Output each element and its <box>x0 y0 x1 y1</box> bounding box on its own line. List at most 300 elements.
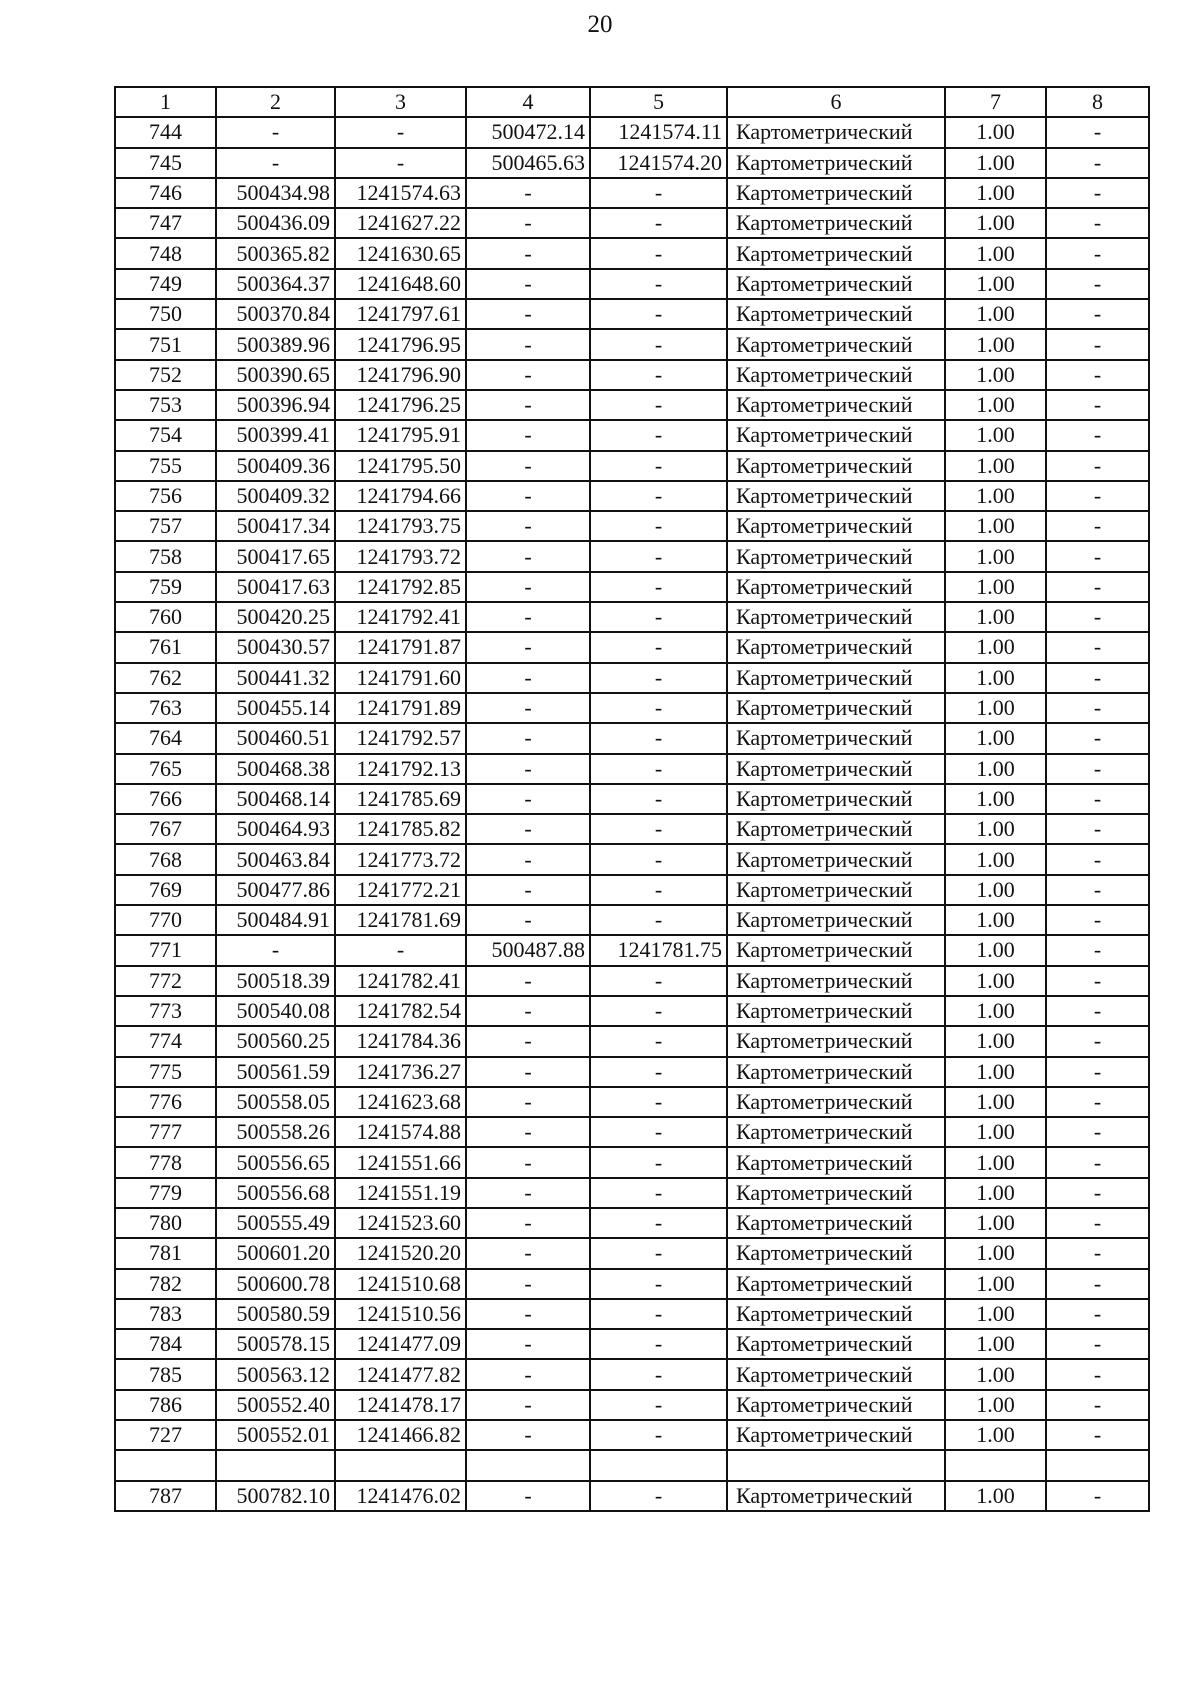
method-cell: Картометрический <box>727 723 945 753</box>
method-cell: Картометрический <box>727 875 945 905</box>
accuracy-cell: 1.00 <box>945 1208 1046 1238</box>
x-new-cell <box>466 1450 590 1480</box>
y-new-cell: - <box>590 1269 727 1299</box>
y-coord-cell: 1241796.90 <box>335 360 466 390</box>
point-number-cell: 759 <box>115 572 216 602</box>
accuracy-cell: 1.00 <box>945 572 1046 602</box>
accuracy-cell: 1.00 <box>945 299 1046 329</box>
accuracy-cell: 1.00 <box>945 723 1046 753</box>
description-cell: - <box>1046 1390 1149 1420</box>
table-row <box>115 814 1149 844</box>
description-cell: - <box>1046 1087 1149 1117</box>
x-coord-cell: 500417.34 <box>216 511 335 541</box>
y-new-cell: - <box>590 814 727 844</box>
x-coord-cell: 500556.68 <box>216 1178 335 1208</box>
point-number-cell: 747 <box>115 208 216 238</box>
x-coord-cell: - <box>216 117 335 147</box>
y-coord-cell: 1241477.09 <box>335 1329 466 1359</box>
description-cell: - <box>1046 602 1149 632</box>
y-coord-cell: 1241648.60 <box>335 269 466 299</box>
accuracy-cell: 1.00 <box>945 875 1046 905</box>
x-new-cell: - <box>466 632 590 662</box>
accuracy-cell: 1.00 <box>945 754 1046 784</box>
y-coord-cell: 1241785.82 <box>335 814 466 844</box>
y-new-cell: - <box>590 451 727 481</box>
point-number-cell: 762 <box>115 663 216 693</box>
table-row <box>115 269 1149 299</box>
description-cell: - <box>1046 299 1149 329</box>
method-cell: Картометрический <box>727 602 945 632</box>
y-coord-cell: 1241773.72 <box>335 844 466 874</box>
point-number-cell: 769 <box>115 875 216 905</box>
y-coord-cell: 1241793.75 <box>335 511 466 541</box>
accuracy-cell: 1.00 <box>945 1299 1046 1329</box>
table-row <box>115 1329 1149 1359</box>
y-coord-cell: 1241794.66 <box>335 481 466 511</box>
x-new-cell: - <box>466 1481 590 1511</box>
y-new-cell: 1241574.11 <box>590 117 727 147</box>
accuracy-cell: 1.00 <box>945 269 1046 299</box>
x-coord-cell: 500409.36 <box>216 451 335 481</box>
y-coord-cell: 1241797.61 <box>335 299 466 329</box>
column-header-7: 7 <box>945 87 1046 117</box>
x-new-cell: - <box>466 420 590 450</box>
column-header-2: 2 <box>216 87 335 117</box>
method-cell: Картометрический <box>727 632 945 662</box>
description-cell: - <box>1046 117 1149 147</box>
x-coord-cell: 500782.10 <box>216 1481 335 1511</box>
method-cell: Картометрический <box>727 754 945 784</box>
table-row <box>115 844 1149 874</box>
method-cell: Картометрический <box>727 541 945 571</box>
point-number-cell: 778 <box>115 1147 216 1177</box>
description-cell: - <box>1046 572 1149 602</box>
table-row <box>115 1087 1149 1117</box>
description-cell: - <box>1046 754 1149 784</box>
point-number-cell: 776 <box>115 1087 216 1117</box>
x-coord-cell: 500518.39 <box>216 966 335 996</box>
point-number-cell: 784 <box>115 1329 216 1359</box>
description-cell: - <box>1046 1269 1149 1299</box>
point-number-cell: 782 <box>115 1269 216 1299</box>
x-coord-cell: 500484.91 <box>216 905 335 935</box>
description-cell: - <box>1046 844 1149 874</box>
y-new-cell: 1241574.20 <box>590 148 727 178</box>
y-coord-cell: 1241795.91 <box>335 420 466 450</box>
column-header-4: 4 <box>466 87 590 117</box>
y-new-cell: - <box>590 238 727 268</box>
accuracy-cell: 1.00 <box>945 360 1046 390</box>
method-cell: Картометрический <box>727 966 945 996</box>
description-cell: - <box>1046 148 1149 178</box>
description-cell: - <box>1046 1329 1149 1359</box>
table-header-row <box>115 87 1149 117</box>
table-row <box>115 390 1149 420</box>
point-number-cell: 727 <box>115 1420 216 1450</box>
coordinates-table <box>114 86 1150 1512</box>
description-cell: - <box>1046 905 1149 935</box>
x-coord-cell: 500580.59 <box>216 1299 335 1329</box>
y-coord-cell: 1241551.66 <box>335 1147 466 1177</box>
accuracy-cell: 1.00 <box>945 966 1046 996</box>
column-header-6: 6 <box>727 87 945 117</box>
method-cell: Картометрический <box>727 1359 945 1389</box>
method-cell: Картометрический <box>727 1329 945 1359</box>
x-new-cell: - <box>466 784 590 814</box>
table-row <box>115 1420 1149 1450</box>
description-cell: - <box>1046 1359 1149 1389</box>
page-number: 20 <box>587 11 613 38</box>
y-coord-cell <box>335 1450 466 1480</box>
accuracy-cell: 1.00 <box>945 148 1046 178</box>
table-body <box>115 117 1149 1511</box>
x-new-cell: - <box>466 754 590 784</box>
method-cell: Картометрический <box>727 996 945 1026</box>
point-number-cell: 757 <box>115 511 216 541</box>
x-new-cell: - <box>466 1420 590 1450</box>
point-number-cell: 756 <box>115 481 216 511</box>
point-number-cell: 744 <box>115 117 216 147</box>
y-coord-cell: 1241791.89 <box>335 693 466 723</box>
method-cell: Картометрический <box>727 935 945 965</box>
x-new-cell: 500465.63 <box>466 148 590 178</box>
x-coord-cell: 500555.49 <box>216 1208 335 1238</box>
table-row <box>115 1057 1149 1087</box>
y-coord-cell: 1241510.56 <box>335 1299 466 1329</box>
column-header-8: 8 <box>1046 87 1149 117</box>
table-row <box>115 1117 1149 1147</box>
y-new-cell: - <box>590 1026 727 1056</box>
x-coord-cell <box>216 1450 335 1480</box>
column-header-3: 3 <box>335 87 466 117</box>
accuracy-cell: 1.00 <box>945 935 1046 965</box>
accuracy-cell: 1.00 <box>945 1269 1046 1299</box>
y-coord-cell: - <box>335 935 466 965</box>
y-new-cell: - <box>590 481 727 511</box>
x-new-cell: - <box>466 1329 590 1359</box>
x-coord-cell: 500468.38 <box>216 754 335 784</box>
table-row <box>115 117 1149 147</box>
accuracy-cell: 1.00 <box>945 1420 1046 1450</box>
x-coord-cell: 500409.32 <box>216 481 335 511</box>
description-cell: - <box>1046 329 1149 359</box>
table-row <box>115 1178 1149 1208</box>
x-coord-cell: 500600.78 <box>216 1269 335 1299</box>
table-row <box>115 1208 1149 1238</box>
description-cell <box>1046 1450 1149 1480</box>
table-row <box>115 996 1149 1026</box>
x-coord-cell: 500601.20 <box>216 1238 335 1268</box>
point-number-cell: 761 <box>115 632 216 662</box>
y-coord-cell: 1241574.88 <box>335 1117 466 1147</box>
point-number-cell: 754 <box>115 420 216 450</box>
table-row <box>115 1269 1149 1299</box>
table-row <box>115 905 1149 935</box>
x-coord-cell: - <box>216 935 335 965</box>
y-new-cell: - <box>590 420 727 450</box>
x-new-cell: - <box>466 1208 590 1238</box>
table-row <box>115 208 1149 238</box>
description-cell: - <box>1046 360 1149 390</box>
point-number-cell: 764 <box>115 723 216 753</box>
point-number-cell: 768 <box>115 844 216 874</box>
accuracy-cell: 1.00 <box>945 663 1046 693</box>
y-new-cell: - <box>590 602 727 632</box>
x-new-cell: - <box>466 844 590 874</box>
accuracy-cell: 1.00 <box>945 1178 1046 1208</box>
table-row <box>115 602 1149 632</box>
description-cell: - <box>1046 390 1149 420</box>
description-cell: - <box>1046 481 1149 511</box>
y-coord-cell: 1241781.69 <box>335 905 466 935</box>
point-number-cell: 752 <box>115 360 216 390</box>
accuracy-cell: 1.00 <box>945 905 1046 935</box>
method-cell: Картометрический <box>727 329 945 359</box>
point-number-cell: 780 <box>115 1208 216 1238</box>
point-number-cell: 750 <box>115 299 216 329</box>
x-new-cell: - <box>466 1178 590 1208</box>
x-new-cell: - <box>466 1087 590 1117</box>
method-cell: Картометрический <box>727 1269 945 1299</box>
method-cell: Картометрический <box>727 1117 945 1147</box>
x-coord-cell: 500417.65 <box>216 541 335 571</box>
x-new-cell: - <box>466 723 590 753</box>
table-row <box>115 572 1149 602</box>
y-coord-cell: 1241792.85 <box>335 572 466 602</box>
point-number-cell: 749 <box>115 269 216 299</box>
y-coord-cell: 1241630.65 <box>335 238 466 268</box>
method-cell: Картометрический <box>727 1390 945 1420</box>
x-coord-cell: 500417.63 <box>216 572 335 602</box>
x-coord-cell: 500436.09 <box>216 208 335 238</box>
table-row <box>115 875 1149 905</box>
method-cell: Картометрический <box>727 481 945 511</box>
y-coord-cell: 1241510.68 <box>335 1269 466 1299</box>
y-coord-cell: 1241574.63 <box>335 178 466 208</box>
method-cell: Картометрический <box>727 451 945 481</box>
table-row <box>115 511 1149 541</box>
method-cell: Картометрический <box>727 1481 945 1511</box>
description-cell: - <box>1046 541 1149 571</box>
x-new-cell: - <box>466 693 590 723</box>
y-coord-cell: - <box>335 148 466 178</box>
point-number-cell: 787 <box>115 1481 216 1511</box>
column-header-1: 1 <box>115 87 216 117</box>
point-number-cell: 786 <box>115 1390 216 1420</box>
description-cell: - <box>1046 1117 1149 1147</box>
x-new-cell: - <box>466 178 590 208</box>
x-new-cell: - <box>466 905 590 935</box>
x-new-cell: - <box>466 875 590 905</box>
x-coord-cell: 500560.25 <box>216 1026 335 1056</box>
accuracy-cell: 1.00 <box>945 1481 1046 1511</box>
description-cell: - <box>1046 632 1149 662</box>
y-coord-cell: 1241792.41 <box>335 602 466 632</box>
description-cell: - <box>1046 1178 1149 1208</box>
accuracy-cell: 1.00 <box>945 844 1046 874</box>
y-new-cell: - <box>590 1087 727 1117</box>
description-cell: - <box>1046 208 1149 238</box>
point-number-cell: 772 <box>115 966 216 996</box>
method-cell: Картометрический <box>727 905 945 935</box>
y-coord-cell: 1241736.27 <box>335 1057 466 1087</box>
table-row <box>115 966 1149 996</box>
point-number-cell: 785 <box>115 1359 216 1389</box>
y-new-cell: - <box>590 1329 727 1359</box>
x-new-cell: - <box>466 208 590 238</box>
accuracy-cell: 1.00 <box>945 693 1046 723</box>
point-number-cell: 755 <box>115 451 216 481</box>
description-cell: - <box>1046 511 1149 541</box>
method-cell: Картометрический <box>727 208 945 238</box>
accuracy-cell: 1.00 <box>945 1057 1046 1087</box>
x-new-cell: 500472.14 <box>466 117 590 147</box>
x-new-cell: - <box>466 360 590 390</box>
table-row <box>115 935 1149 965</box>
x-coord-cell: 500460.51 <box>216 723 335 753</box>
y-new-cell: - <box>590 572 727 602</box>
y-new-cell: - <box>590 844 727 874</box>
x-coord-cell: 500399.41 <box>216 420 335 450</box>
table-row <box>115 1359 1149 1389</box>
y-new-cell: - <box>590 1147 727 1177</box>
table-row <box>115 723 1149 753</box>
x-coord-cell: 500396.94 <box>216 390 335 420</box>
description-cell: - <box>1046 935 1149 965</box>
y-coord-cell: 1241784.36 <box>335 1026 466 1056</box>
point-number-cell <box>115 1450 216 1480</box>
description-cell: - <box>1046 1026 1149 1056</box>
x-new-cell: - <box>466 511 590 541</box>
table-row <box>115 1026 1149 1056</box>
y-coord-cell: 1241796.25 <box>335 390 466 420</box>
accuracy-cell <box>945 1450 1046 1480</box>
method-cell: Картометрический <box>727 360 945 390</box>
accuracy-cell: 1.00 <box>945 602 1046 632</box>
y-new-cell: - <box>590 511 727 541</box>
table-row <box>115 663 1149 693</box>
y-new-cell: - <box>590 1057 727 1087</box>
x-new-cell: - <box>466 481 590 511</box>
description-cell: - <box>1046 1057 1149 1087</box>
accuracy-cell: 1.00 <box>945 1359 1046 1389</box>
method-cell: Картометрический <box>727 784 945 814</box>
x-coord-cell: 500468.14 <box>216 784 335 814</box>
table-row <box>115 784 1149 814</box>
y-new-cell: - <box>590 360 727 390</box>
accuracy-cell: 1.00 <box>945 632 1046 662</box>
description-cell: - <box>1046 1299 1149 1329</box>
y-coord-cell: 1241623.68 <box>335 1087 466 1117</box>
x-coord-cell: 500578.15 <box>216 1329 335 1359</box>
description-cell: - <box>1046 1238 1149 1268</box>
y-new-cell: - <box>590 269 727 299</box>
y-coord-cell: 1241792.57 <box>335 723 466 753</box>
point-number-cell: 783 <box>115 1299 216 1329</box>
point-number-cell: 770 <box>115 905 216 935</box>
accuracy-cell: 1.00 <box>945 996 1046 1026</box>
method-cell: Картометрический <box>727 269 945 299</box>
accuracy-cell: 1.00 <box>945 451 1046 481</box>
table-row <box>115 178 1149 208</box>
x-new-cell: - <box>466 1359 590 1389</box>
x-coord-cell: - <box>216 148 335 178</box>
x-new-cell: - <box>466 602 590 632</box>
x-new-cell: - <box>466 269 590 299</box>
x-coord-cell: 500563.12 <box>216 1359 335 1389</box>
description-cell: - <box>1046 693 1149 723</box>
y-new-cell: - <box>590 1481 727 1511</box>
x-new-cell: - <box>466 1269 590 1299</box>
point-number-cell: 774 <box>115 1026 216 1056</box>
x-coord-cell: 500441.32 <box>216 663 335 693</box>
x-coord-cell: 500477.86 <box>216 875 335 905</box>
accuracy-cell: 1.00 <box>945 1026 1046 1056</box>
x-coord-cell: 500561.59 <box>216 1057 335 1087</box>
description-cell: - <box>1046 269 1149 299</box>
accuracy-cell: 1.00 <box>945 1238 1046 1268</box>
method-cell: Картометрический <box>727 1057 945 1087</box>
method-cell: Картометрический <box>727 238 945 268</box>
y-new-cell: - <box>590 1359 727 1389</box>
method-cell: Картометрический <box>727 511 945 541</box>
description-cell: - <box>1046 1147 1149 1177</box>
description-cell: - <box>1046 966 1149 996</box>
x-new-cell: - <box>466 1026 590 1056</box>
table-row <box>115 1390 1149 1420</box>
table-row <box>115 754 1149 784</box>
description-cell: - <box>1046 238 1149 268</box>
accuracy-cell: 1.00 <box>945 511 1046 541</box>
x-new-cell: - <box>466 572 590 602</box>
point-number-cell: 746 <box>115 178 216 208</box>
y-new-cell: - <box>590 663 727 693</box>
y-coord-cell: 1241795.50 <box>335 451 466 481</box>
method-cell: Картометрический <box>727 1026 945 1056</box>
x-coord-cell: 500540.08 <box>216 996 335 1026</box>
y-new-cell: - <box>590 390 727 420</box>
method-cell: Картометрический <box>727 1299 945 1329</box>
y-new-cell: - <box>590 541 727 571</box>
x-coord-cell: 500558.26 <box>216 1117 335 1147</box>
table-row <box>115 1450 1149 1480</box>
accuracy-cell: 1.00 <box>945 178 1046 208</box>
accuracy-cell: 1.00 <box>945 814 1046 844</box>
y-coord-cell: 1241796.95 <box>335 329 466 359</box>
x-coord-cell: 500389.96 <box>216 329 335 359</box>
y-coord-cell: 1241791.87 <box>335 632 466 662</box>
description-cell: - <box>1046 451 1149 481</box>
table-row <box>115 693 1149 723</box>
x-new-cell: - <box>466 1057 590 1087</box>
y-new-cell: - <box>590 784 727 814</box>
y-new-cell: - <box>590 966 727 996</box>
x-coord-cell: 500552.01 <box>216 1420 335 1450</box>
accuracy-cell: 1.00 <box>945 1390 1046 1420</box>
x-coord-cell: 500552.40 <box>216 1390 335 1420</box>
x-new-cell: - <box>466 1390 590 1420</box>
accuracy-cell: 1.00 <box>945 1087 1046 1117</box>
y-new-cell: - <box>590 329 727 359</box>
point-number-cell: 779 <box>115 1178 216 1208</box>
method-cell: Картометрический <box>727 1420 945 1450</box>
method-cell: Картометрический <box>727 663 945 693</box>
point-number-cell: 773 <box>115 996 216 1026</box>
y-new-cell: - <box>590 1208 727 1238</box>
method-cell: Картометрический <box>727 117 945 147</box>
y-coord-cell: 1241785.69 <box>335 784 466 814</box>
y-coord-cell: 1241792.13 <box>335 754 466 784</box>
